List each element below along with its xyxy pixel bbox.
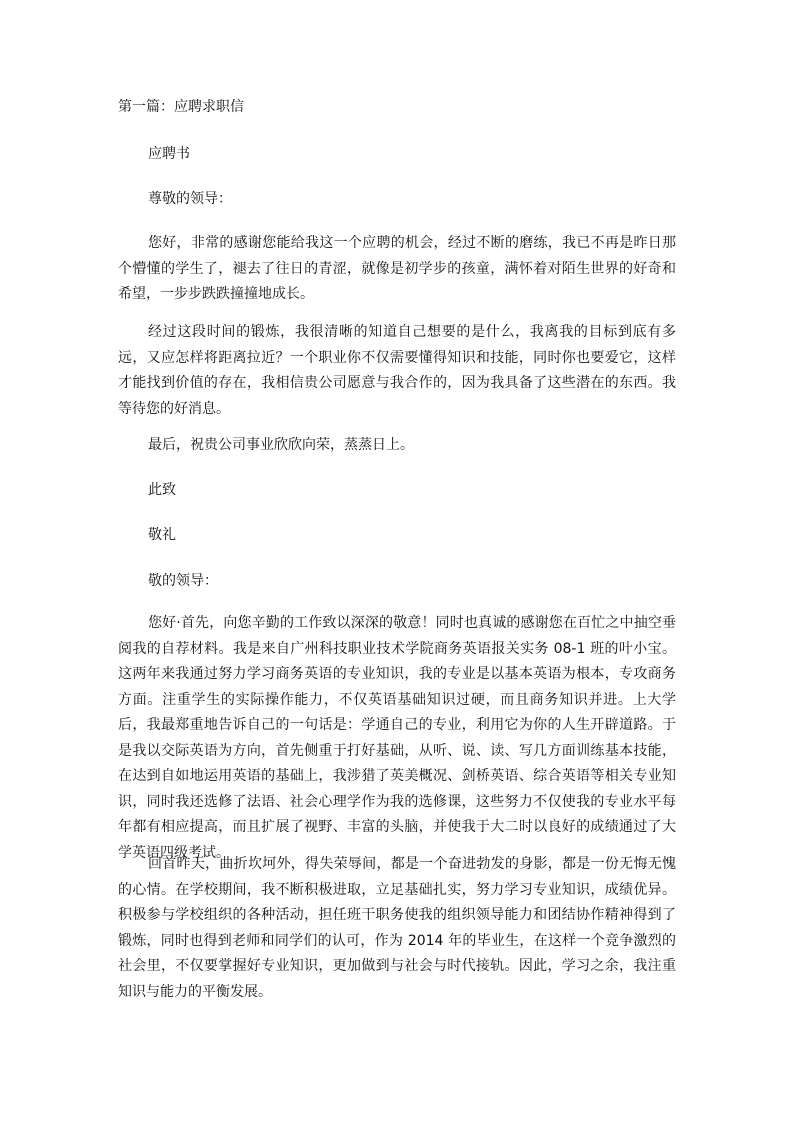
paragraph-growth: 经过这段时间的锻炼，我很清晰的知道自己想要的是什么，我离我的目标到底有多远，又应怎样将距离拉近？一个职业你不仅需要懂得知识和技能，同时你也要爱它，这样才能找到价值的存在，我相信贵公司愿意与我合作的，因为我具备了这些潜在的东西。我等待您的好消息。	[118, 324, 676, 417]
paragraph-wishes: 最后，祝贵公司事业欣欣向荣，蒸蒸日上。	[148, 437, 414, 453]
paragraph-reflection: 回首昨天，曲折坎坷外，得失荣辱间，都是一个奋进勃发的身影，都是一份无悔无愧的心情。在学校期间，我不断积极进取，立足基础扎实，努力学习专业知识，成绩优异。积极参与学校组织的各种活动，担任班干职务使我的组织领导能力和团结协作精神得到了锻炼，同时也得到老师和同学们的认可，作为 2014 年的毕业生，在这样一个竞争激烈的社会里，不仅要掌握好专业知识，更加做到与社会与时代接轨。因此，学习之余，我注重知识与能力的平衡发展。	[118, 856, 676, 1000]
closing-line-2: 敬礼	[148, 527, 176, 543]
section-title: 第一篇：应聘求职信	[118, 99, 244, 115]
closing-line-1: 此致	[148, 482, 176, 498]
salutation-second: 敬的领导：	[148, 573, 218, 589]
salutation: 尊敬的领导：	[148, 191, 232, 207]
letter-heading: 应聘书	[148, 146, 190, 162]
paragraph-introduction: 您好·首先，向您辛勤的工作致以深深的敬意！同时也真诚的感谢您在百忙之中抽空垂阅我的自荐材料。我是来自广州科技职业技术学院商务英语报关实务 08-1 班的叶小宝。这两年来我通过努力学习商务英语的专业知识，我的专业是以基本英语为根本，专攻商务方面。注重学生的实际操作能力，不仅英语基础知识过硬，而且商务知识并进。上大学后，我最郑重地告诉自己的一句话是：学通自己的专业，利用它为你的人生开辟道路。于是我以交际英语为方向，首先侧重于打好基础，从听、说、读、写几方面训练基本技能，在达到自如地运用英语的基础上，我涉猎了英美概况、剑桥英语、综合英语等相关专业知识，同时我还选修了法语、社会心理学作为我的选修课，这些努力不仅使我的专业水平每年都有相应提高，而且扩展了视野、丰富的头脑，并使我于大二时以良好的成绩通过了大学英语四级考试。	[118, 615, 676, 861]
paragraph-greeting: 您好，非常的感谢您能给我这一个应聘的机会，经过不断的磨练，我已不再是昨日那个懵懂的学生了，褪去了往日的青涩，就像是初学步的孩童，满怀着对陌生世界的好奇和希望，一步步跌跌撞撞地成长。	[118, 235, 676, 302]
